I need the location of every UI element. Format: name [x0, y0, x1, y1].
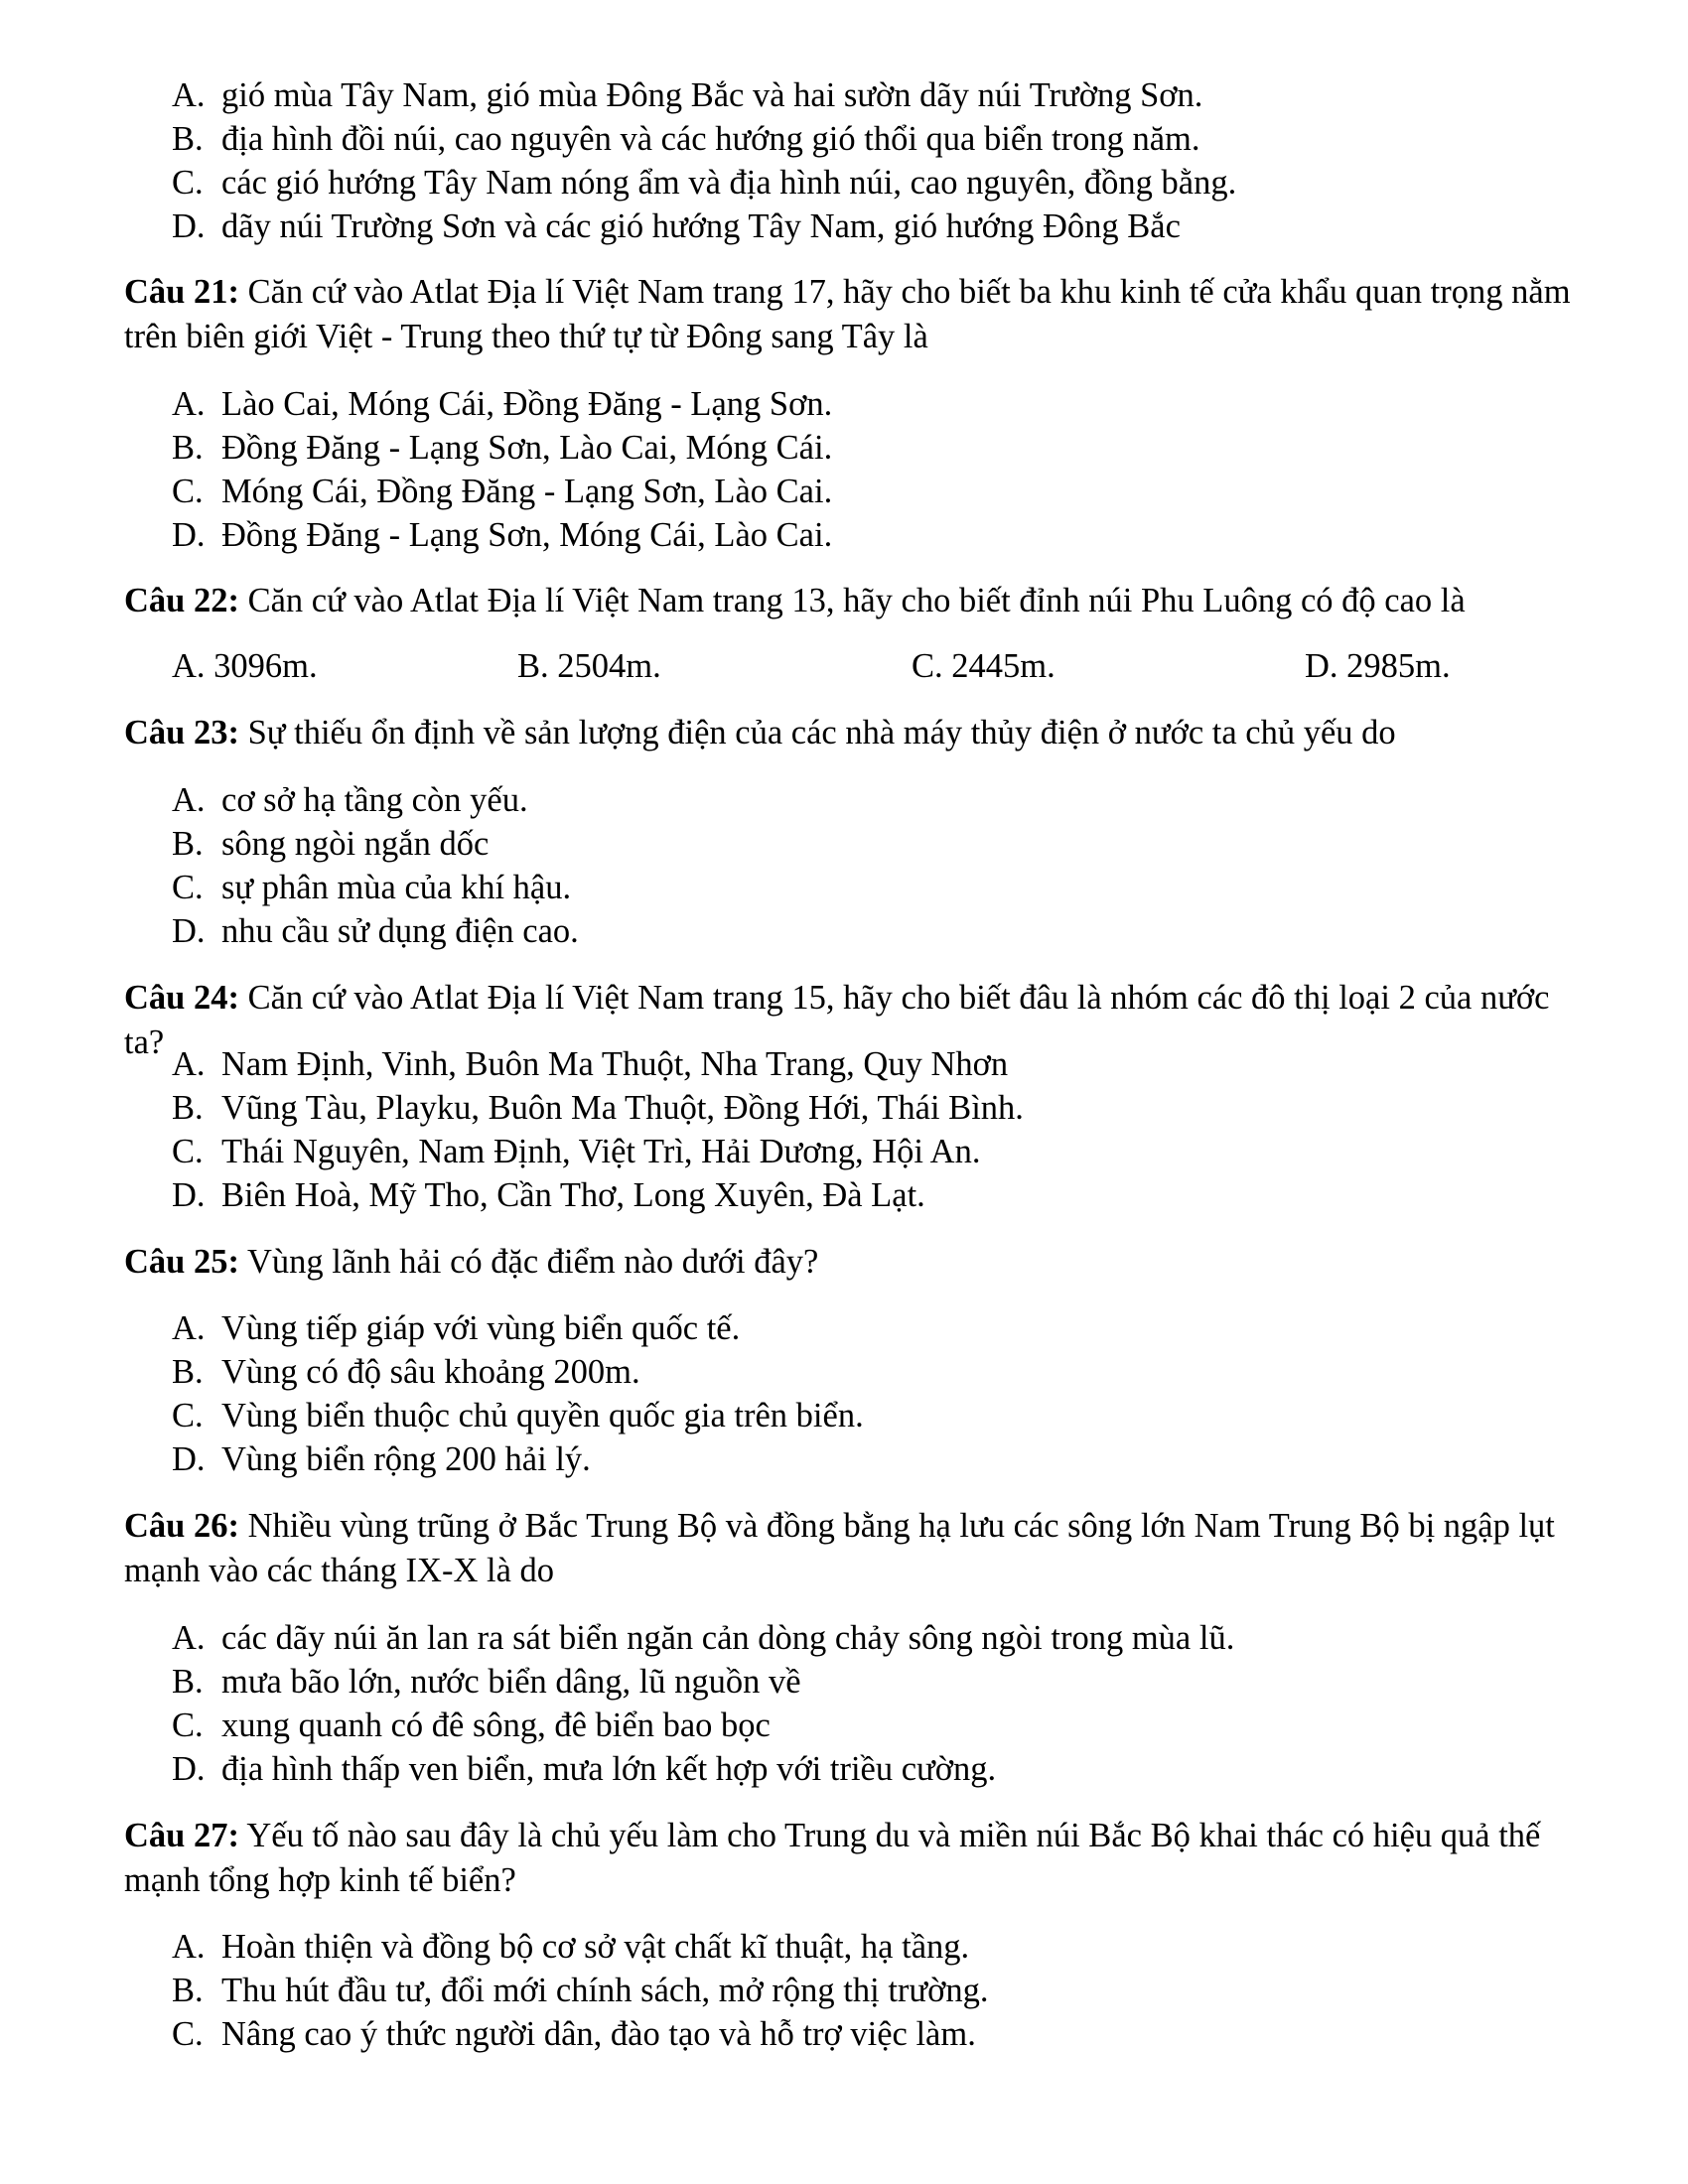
- q21-option-b: B. Đồng Đăng - Lạng Sơn, Lào Cai, Móng Cái.: [172, 429, 833, 467]
- question-25: Câu 25: Vùng lãnh hải có đặc điểm nào dưới đây?: [124, 1243, 819, 1281]
- question-26: Câu 26: Nhiều vùng trũng ở Bắc Trung Bộ và đồng bằng hạ lưu các sông lớn Nam Trung Bộ bị ngập lụt mạnh vào các tháng IX-X là do: [124, 1507, 1555, 1589]
- q24-option-c: C. Thái Nguyên, Nam Định, Việt Trì, Hải Dương, Hội An.: [172, 1133, 981, 1170]
- q23-option-d: D. nhu cầu sử dụng điện cao.: [172, 912, 579, 950]
- q24-option-a: A. Nam Định, Vinh, Buôn Ma Thuột, Nha Trang, Quy Nhơn: [172, 1045, 1009, 1083]
- prev-option-d: D. dãy núi Trường Sơn và các gió hướng Tây Nam, gió hướng Đông Bắc: [172, 207, 1181, 245]
- prev-option-b: B. địa hình đồi núi, cao nguyên và các hướng gió thổi qua biển trong năm.: [172, 120, 1200, 158]
- q26-option-d: D. địa hình thấp ven biển, mưa lớn kết hợp với triều cường.: [172, 1750, 997, 1788]
- q21-option-c: C. Móng Cái, Đồng Đăng - Lạng Sơn, Lào Cai.: [172, 473, 833, 510]
- q26-option-c: C. xung quanh có đê sông, đê biển bao bọc: [172, 1706, 771, 1744]
- q22-option-b: B. 2504m.: [517, 647, 661, 685]
- q24-option-d: D. Biên Hoà, Mỹ Tho, Cần Thơ, Long Xuyên, Đà Lạt.: [172, 1176, 925, 1214]
- q27-option-c: C. Nâng cao ý thức người dân, đào tạo và hỗ trợ việc làm.: [172, 2015, 976, 2053]
- q27-option-b: B. Thu hút đầu tư, đổi mới chính sách, mở rộng thị trường.: [172, 1972, 989, 2009]
- q22-option-c: C. 2445m.: [912, 647, 1055, 685]
- q24-option-b: B. Vũng Tàu, Playku, Buôn Ma Thuột, Đồng Hới, Thái Bình.: [172, 1089, 1024, 1127]
- q22-option-a: A. 3096m.: [172, 647, 318, 685]
- prev-option-a: A. gió mùa Tây Nam, gió mùa Đông Bắc và hai sườn dãy núi Trường Sơn.: [172, 76, 1203, 114]
- question-22: Câu 22: Căn cứ vào Atlat Địa lí Việt Nam trang 13, hãy cho biết đỉnh núi Phu Luông có độ cao là: [124, 582, 1466, 619]
- question-21: Câu 21: Căn cứ vào Atlat Địa lí Việt Nam trang 17, hãy cho biết ba khu kinh tế cửa khẩu quan trọng nằm trên biên giới Việt - Trung theo thứ tự từ Đông sang Tây là: [124, 273, 1571, 355]
- q27-option-a: A. Hoàn thiện và đồng bộ cơ sở vật chất kĩ thuật, hạ tầng.: [172, 1928, 970, 1966]
- q21-option-a: A. Lào Cai, Móng Cái, Đồng Đăng - Lạng Sơn.: [172, 385, 833, 423]
- question-27: Câu 27: Yếu tố nào sau đây là chủ yếu làm cho Trung du và miền núi Bắc Bộ khai thác có hiệu quả thế mạnh tổng hợp kinh tế biển?: [124, 1817, 1541, 1899]
- q26-option-b: B. mưa bão lớn, nước biển dâng, lũ nguồn về: [172, 1663, 801, 1701]
- q25-option-b: B. Vùng có độ sâu khoảng 200m.: [172, 1353, 640, 1391]
- q23-option-b: B. sông ngòi ngắn dốc: [172, 825, 490, 863]
- q21-option-d: D. Đồng Đăng - Lạng Sơn, Móng Cái, Lào Cai.: [172, 516, 833, 554]
- q25-option-a: A. Vùng tiếp giáp với vùng biển quốc tế.: [172, 1309, 741, 1347]
- q23-option-c: C. sự phân mùa của khí hậu.: [172, 869, 572, 906]
- q26-option-a: A. các dãy núi ăn lan ra sát biển ngăn cản dòng chảy sông ngòi trong mùa lũ.: [172, 1619, 1235, 1657]
- q25-option-c: C. Vùng biển thuộc chủ quyền quốc gia trên biển.: [172, 1397, 864, 1434]
- question-24: Câu 24: Căn cứ vào Atlat Địa lí Việt Nam trang 15, hãy cho biết đâu là nhóm các đô thị loại 2 của nước ta?: [124, 979, 1550, 1061]
- q22-option-d: D. 2985m.: [1305, 647, 1451, 685]
- q23-option-a: A. cơ sở hạ tầng còn yếu.: [172, 781, 528, 819]
- prev-option-c: C. các gió hướng Tây Nam nóng ẩm và địa hình núi, cao nguyên, đồng bằng.: [172, 164, 1237, 202]
- q25-option-d: D. Vùng biển rộng 200 hải lý.: [172, 1440, 591, 1478]
- question-23: Câu 23: Sự thiếu ổn định về sản lượng điện của các nhà máy thủy điện ở nước ta chủ yếu do: [124, 714, 1396, 751]
